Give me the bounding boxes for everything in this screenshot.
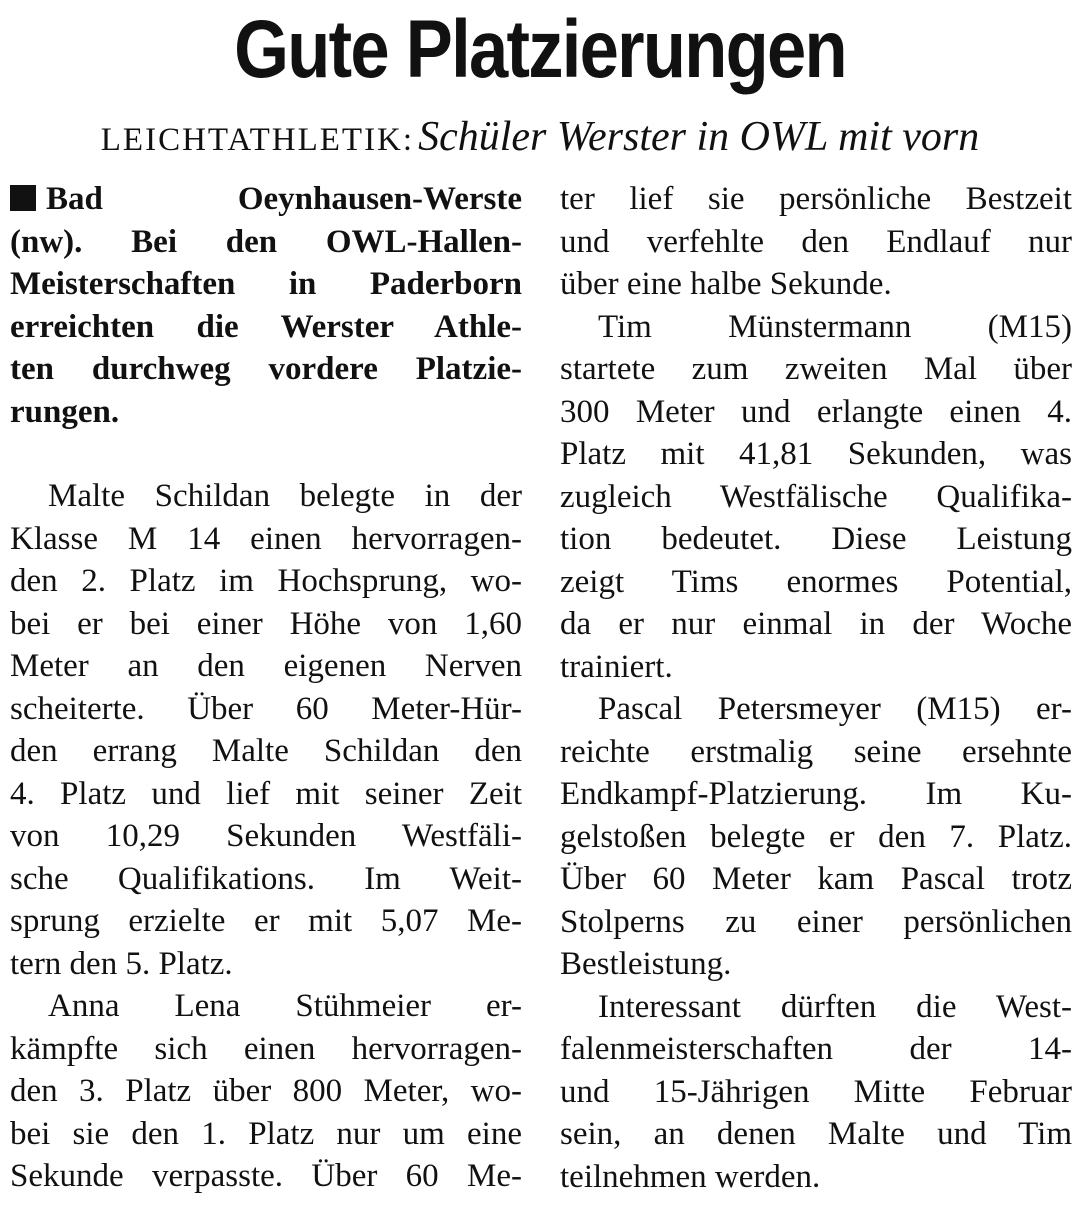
article-column-left [10, 178, 522, 1198]
body-line: tion bedeutet. Diese Leistung [560, 521, 1072, 557]
body-line: Stolperns zu einer persönlichen [560, 903, 1072, 940]
square-bullet-icon [10, 185, 36, 211]
body-line: 300 Meter und erlangte einen 4. [560, 393, 1072, 430]
body-line: und verfehlte den Endlauf nur [560, 223, 1072, 260]
body-line: Anna Lena Stühmeier er- [48, 988, 522, 1024]
body-line: sprung erzielte er mit 5,07 Me- [10, 903, 522, 939]
body-line: startete zum zweiten Mal über [560, 351, 1072, 387]
body-line: Klasse M 14 einen hervorragen- [10, 520, 522, 557]
body-line: kämpfte sich einen hervorragen- [10, 1030, 522, 1067]
paragraph-malte [10, 475, 522, 985]
body-line: Sekunde verpasste. Über 60 Me- [10, 1158, 522, 1194]
body-line: den 2. Platz im Hochsprung, wo- [10, 563, 522, 599]
body-line: über eine halbe Sekunde. [560, 266, 892, 302]
body-line: Tim Münstermann (M15) [598, 308, 1072, 345]
body-line: Interessant dürften die West- [598, 988, 1072, 1025]
headline: Gute Platzierungen [234, 4, 846, 95]
body-line: bei sie den 1. Platz nur um eine [10, 1115, 522, 1152]
body-line: und 15-Jährigen Mitte Februar [560, 1073, 1072, 1110]
body-line: tern den 5. Platz. [10, 945, 233, 982]
body-line: den 3. Platz über 800 Meter, wo- [10, 1073, 522, 1109]
article-column-right [560, 178, 1072, 1198]
body-line: scheiterte. Über 60 Meter-Hür- [10, 690, 522, 727]
body-line: gelstoßen belegte er den 7. Platz. [560, 818, 1072, 855]
paragraph-tim [560, 306, 1072, 689]
body-line: sche Qualifikations. Im Weit- [10, 860, 522, 897]
body-line: bei er bei einer Höhe von 1,60 [10, 605, 522, 642]
lead-line: erreichten die Werster Athle- [10, 308, 522, 345]
body-line: sein, an denen Malte und Tim [560, 1116, 1072, 1152]
body-line: falenmeisterschaften der 14- [560, 1031, 1072, 1067]
paragraph-anna-continued [560, 178, 1072, 306]
body-line: von 10,29 Sekunden Westfäli- [10, 818, 522, 854]
body-line: zugleich Westfälische Qualifika- [560, 478, 1072, 515]
body-line: Endkampf-Platzierung. Im Ku- [560, 776, 1072, 812]
body-line: Meter an den eigenen Nerven [10, 648, 522, 684]
body-line: den errang Malte Schildan den [10, 733, 522, 769]
paragraph-outlook [560, 986, 1072, 1199]
subheadline-rubric: LEICHTATHLETIK: [100, 122, 415, 158]
lead-line: Bad Oeynhausen-Werste [10, 178, 522, 221]
lead-line: Meisterschaften in Paderborn [10, 266, 522, 302]
lead-line: (nw). Bei den OWL-Hallen- [10, 223, 522, 260]
body-line: Über 60 Meter kam Pascal trotz [560, 861, 1072, 897]
paragraph-gap [10, 433, 522, 475]
body-line: trainiert. [560, 648, 673, 685]
subheadline-title: Schüler Werster in OWL mit vorn [418, 114, 980, 160]
subheadline [0, 112, 1080, 171]
body-line: teilnehmen werden. [560, 1158, 821, 1195]
lead-paragraph [10, 178, 522, 433]
body-line: ter lief sie persönliche Bestzeit [560, 181, 1072, 217]
lead-line: ten durchweg vordere Platzie- [10, 351, 522, 387]
body-line: Pascal Petersmeyer (M15) er- [598, 691, 1072, 727]
body-line: 4. Platz und lief mit seiner Zeit [10, 775, 522, 812]
body-line: Platz mit 41,81 Sekunden, was [560, 436, 1072, 472]
paragraph-pascal [560, 688, 1072, 986]
body-line: da er nur einmal in der Woche [560, 606, 1072, 642]
body-line: zeigt Tims enormes Potential, [560, 563, 1072, 600]
paragraph-anna [10, 985, 522, 1198]
lead-line: rungen. [10, 393, 120, 430]
body-line: Malte Schildan belegte in der [48, 478, 522, 514]
body-line: reichte erstmalig seine ersehnte [560, 733, 1072, 770]
body-line: Bestleistung. [560, 946, 732, 982]
